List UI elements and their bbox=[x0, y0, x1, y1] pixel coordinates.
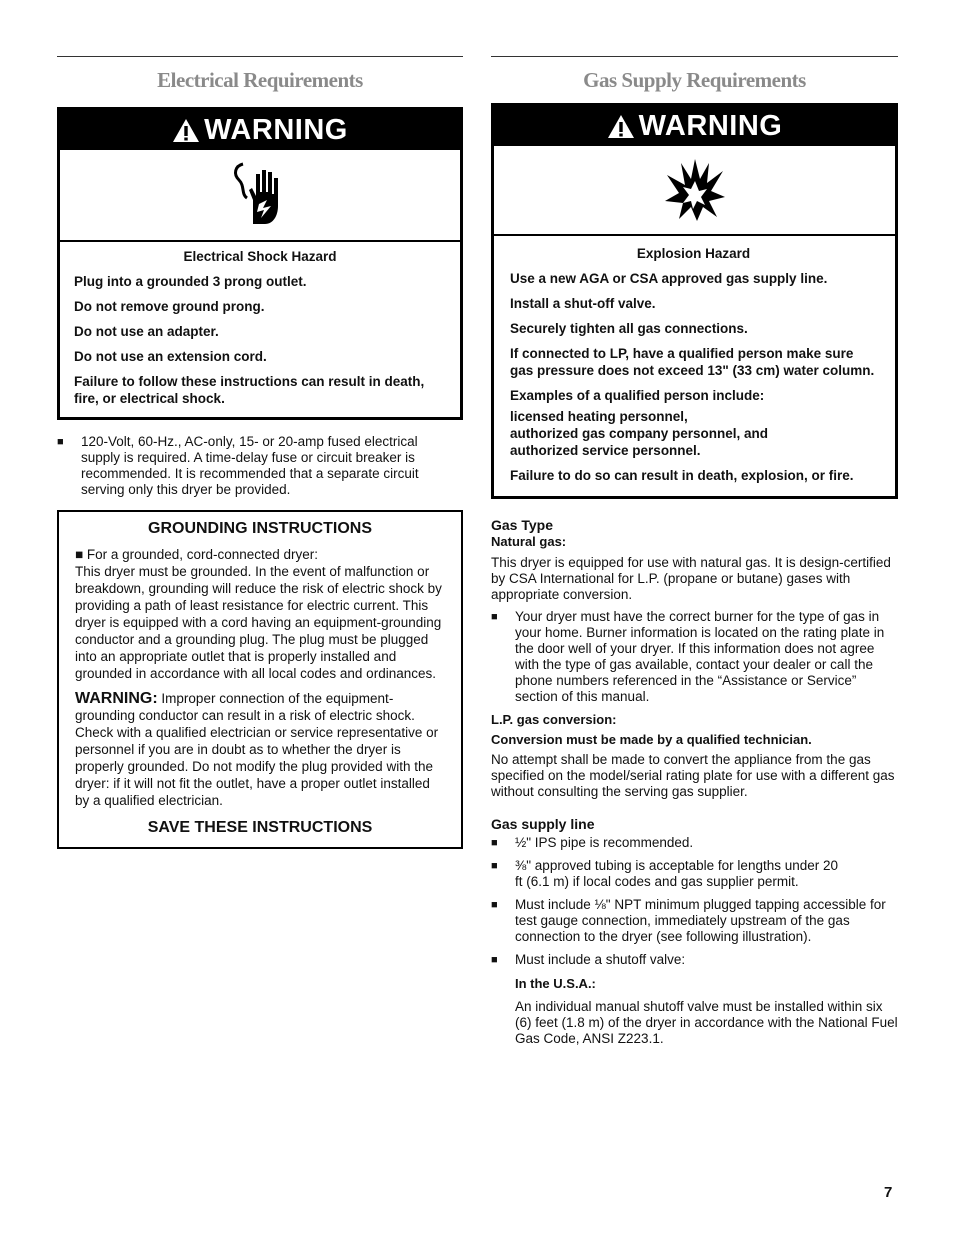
grounding-warning-label: WARNING: bbox=[75, 690, 158, 707]
qualified-item: licensed heating personnel, bbox=[510, 409, 688, 424]
grounding-intro: ■ For a grounded, cord-connected dryer: bbox=[75, 547, 319, 562]
gas-type-heading: Gas Type bbox=[491, 517, 553, 533]
warning-label: WARNING bbox=[638, 109, 783, 142]
hazard-title: Electrical Shock Hazard bbox=[183, 249, 337, 264]
lp-conversion-text: No attempt shall be made to convert the appliance from the gas specified on the model/serial rating plate for use with a different gas without consulting the serving gas supplier. bbox=[491, 752, 895, 799]
section-title-electrical: Electrical Requirements bbox=[157, 68, 363, 92]
qualified-item: authorized gas company personnel, and bbox=[510, 426, 769, 441]
bullet-text: ½" IPS pipe is recommended. bbox=[515, 835, 694, 850]
warning-line: Examples of a qualified person include: bbox=[510, 388, 765, 403]
warning-line: Failure to follow these instructions can result in death, fire, or electrical shock. bbox=[74, 374, 425, 406]
usa-label: In the U.S.A.: bbox=[515, 976, 596, 991]
right-column bbox=[491, 56, 898, 1047]
hazard-title: Explosion Hazard bbox=[636, 246, 751, 261]
bullet-glyph: ■ bbox=[57, 436, 64, 448]
bullet-glyph: ■ bbox=[491, 860, 498, 872]
section-divider bbox=[491, 56, 898, 57]
warning-line: Do not use an extension cord. bbox=[74, 349, 267, 364]
warning-line: Do not remove ground prong. bbox=[74, 299, 265, 314]
warning-text bbox=[60, 242, 460, 417]
warning-text bbox=[494, 236, 895, 496]
bullet-glyph: ■ bbox=[491, 899, 498, 911]
warning-header bbox=[494, 106, 895, 146]
supply-bullet bbox=[491, 835, 898, 851]
warning-line: Securely tighten all gas connections. bbox=[510, 321, 748, 336]
bullet-text: Your dryer must have the correct burner for the type of gas in your home. Burner information is located on the rating plate in the door well of your dryer. If this information does not agree with the type of gas available, contact your dealer or call the phone numbers referenced in the “Assistance or Service” section of this manual. bbox=[515, 609, 885, 704]
warning-line: If connected to LP, have a qualified person make sure gas pressure does not exceed 13" (33 cm) water column. bbox=[510, 346, 875, 378]
section-title-gas: Gas Supply Requirements bbox=[583, 68, 806, 92]
bullet-text: Must include a shutoff valve: bbox=[515, 952, 686, 967]
bullet-glyph: ■ bbox=[491, 954, 498, 966]
save-instructions: SAVE THESE INSTRUCTIONS bbox=[147, 819, 373, 836]
qualified-list bbox=[510, 408, 877, 459]
warning-triangle-icon bbox=[607, 114, 635, 139]
gas-supply-heading: Gas supply line bbox=[491, 816, 595, 832]
grounding-body bbox=[75, 546, 445, 809]
section-divider bbox=[57, 56, 463, 57]
hazard-icon-area bbox=[60, 150, 460, 242]
supply-bullet bbox=[491, 858, 898, 890]
grounding-warning-text: Improper connection of the equipment-grounding conductor can result in a risk of electric shock. Check with a qualified electrician or service representative or personnel if you are in doubt as to whether the dryer is properly grounded. Do not modify the plug provided with the dryer: if it will not fit the outlet, have a proper outlet installed by a qualified electrician. bbox=[75, 691, 439, 808]
left-column bbox=[57, 56, 463, 849]
bullet-text: ⅜" approved tubing is acceptable for lengths under 20 ft (6.1 m) if local codes and gas supplier permit. bbox=[515, 858, 839, 889]
bullet-glyph: ■ bbox=[491, 837, 498, 849]
lp-conversion-warning: Conversion must be made by a qualified technician. bbox=[491, 732, 812, 747]
qualified-item: authorized service personnel. bbox=[510, 443, 701, 458]
warning-line: Plug into a grounded 3 prong outlet. bbox=[74, 274, 307, 289]
warning-line: Use a new AGA or CSA approved gas supply line. bbox=[510, 271, 828, 286]
natural-gas-text: This dryer is equipped for use with natural gas. It is design-certified by CSA International for L.P. (propane or butane) gases with appropriate conversion. bbox=[491, 555, 891, 602]
usa-shutoff-block bbox=[515, 976, 898, 1047]
bullet-glyph: ■ bbox=[491, 611, 498, 623]
lp-conversion-label: L.P. gas conversion: bbox=[491, 712, 617, 727]
hazard-icon-area bbox=[494, 146, 895, 236]
natural-gas-label: Natural gas: bbox=[491, 534, 567, 549]
gas-supply-line-section bbox=[491, 816, 898, 1047]
explosion-icon bbox=[663, 157, 727, 223]
gas-warning-box bbox=[491, 103, 898, 499]
bullet-text: 120-Volt, 60-Hz., AC-only, 15- or 20-amp fused electrical supply is required. A time-delay fuse or circuit breaker is recommended. It is recommended that a separate circuit serving only this dryer be provided. bbox=[81, 434, 419, 497]
usa-text: An individual manual shutoff valve must be installed within six (6) feet (1.8 m) of the dryer in accordance with the National Fuel Gas Code, ANSI Z223.1. bbox=[515, 999, 898, 1046]
supply-bullet bbox=[491, 897, 898, 945]
grounding-warning bbox=[75, 690, 445, 809]
electrical-supply-bullet bbox=[57, 434, 463, 498]
page-number: 7 bbox=[884, 1184, 893, 1201]
grounding-instructions-box bbox=[57, 510, 463, 849]
warning-line: Install a shut-off valve. bbox=[510, 296, 656, 311]
warning-label: WARNING bbox=[204, 113, 348, 146]
warning-line: Do not use an adapter. bbox=[74, 324, 219, 339]
grounding-para: This dryer must be grounded. In the event of malfunction or breakdown, grounding will reduce the risk of electric shock by providing a path of least resistance for electric current. This dryer is equipped with a cord having an equipment-grounding conductor and a grounding plug. The plug must be plugged into an appropriate outlet that is properly installed and grounded in accordance with all local codes and ordinances. bbox=[75, 564, 442, 681]
gas-type-section bbox=[491, 517, 898, 800]
warning-triangle-icon bbox=[172, 118, 200, 143]
warning-footer: Failure to do so can result in death, explosion, or fire. bbox=[510, 468, 854, 483]
gas-type-bullet bbox=[491, 609, 898, 705]
shock-hand-icon bbox=[225, 160, 295, 230]
grounding-title: GROUNDING INSTRUCTIONS bbox=[148, 520, 372, 537]
bullet-text: Must include ⅛" NPT minimum plugged tapping accessible for test gauge connection, immediately upstream of the gas connection to the dryer (see following illustration). bbox=[515, 897, 886, 944]
supply-bullet bbox=[491, 952, 898, 968]
warning-header bbox=[60, 110, 460, 150]
electrical-warning-box bbox=[57, 107, 463, 420]
